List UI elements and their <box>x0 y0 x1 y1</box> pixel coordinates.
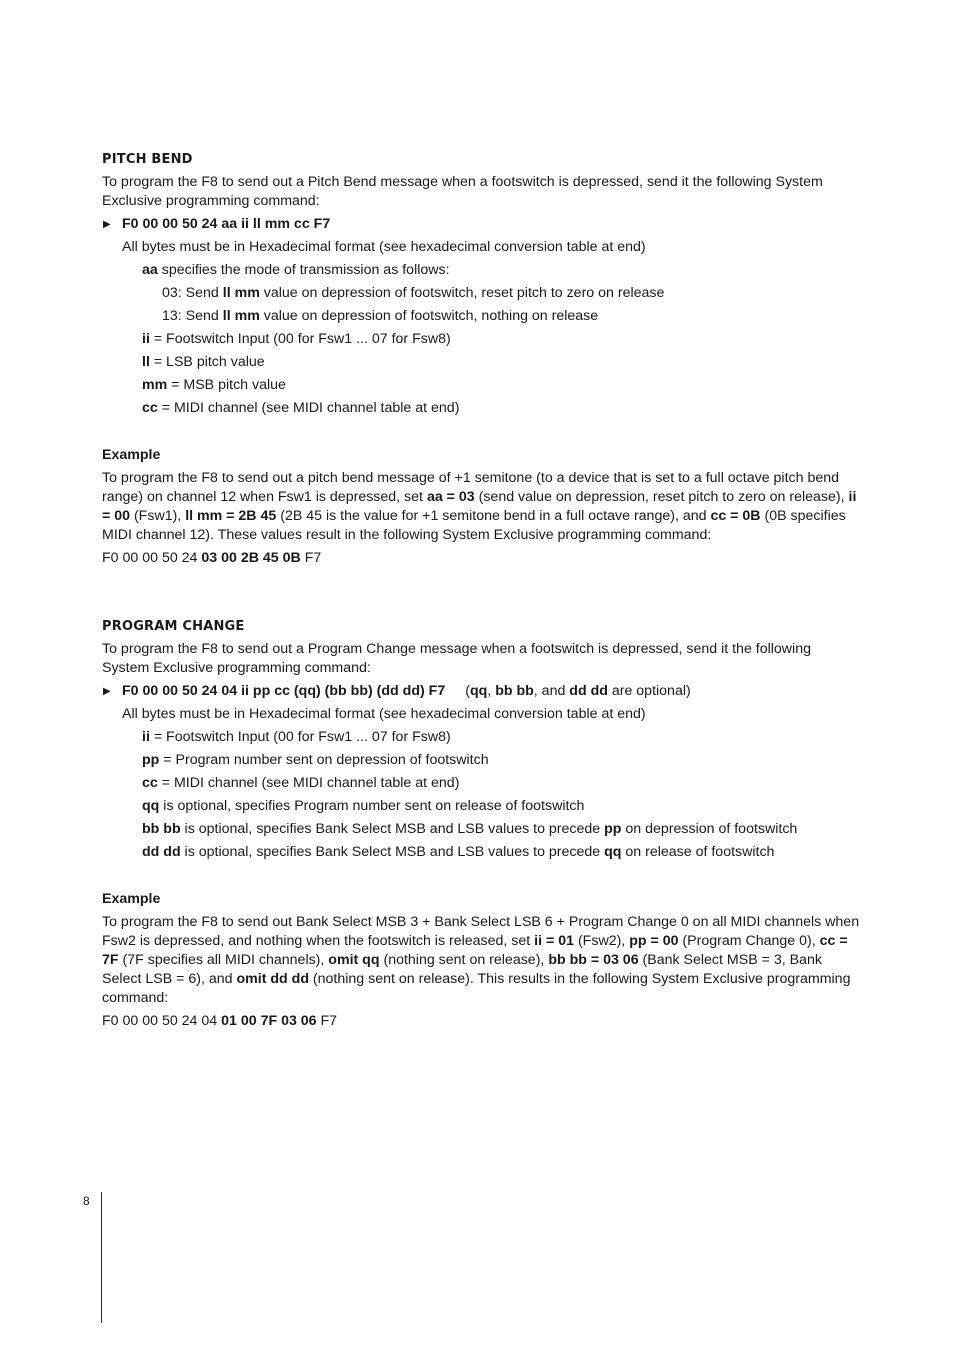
pitch-bend-intro: To program the F8 to send out a Pitch Bend message when a footswitch is depressed, send it the following System Exclusive programming command: <box>102 174 823 209</box>
program-change-command-text: F0 00 00 50 24 04 ii pp cc (qq) (bb bb) (dd dd) F7 <box>122 683 446 699</box>
program-change-example-heading: Example <box>102 891 161 907</box>
pitch-bend-aa-line: aa specifies the mode of transmission as follows: <box>142 262 450 278</box>
pitch-bend-result: F0 00 00 50 24 03 00 2B 45 0B F7 <box>102 550 322 566</box>
margin-rule <box>101 1192 102 1323</box>
pitch-bend-mode-13: 13: Send ll mm value on depression of footswitch, nothing on release <box>162 308 599 324</box>
program-change-bb-line: bb bb is optional, specifies Bank Select MSB and LSB values to precede pp on depression of footswitch <box>142 821 798 837</box>
program-change-all-bytes: All bytes must be in Hexadecimal format (see hexadecimal conversion table at end) <box>122 706 646 722</box>
program-change-example-text: To program the F8 to send out Bank Select MSB 3 + Bank Select LSB 6 + Program Change 0 on all MIDI channels when Fsw2 is depressed, and nothing when the footswitch is released, set ii = 01 (Fsw2), pp = 00 (Program Change 0), cc = 7F (7F specifies all MIDI channels), omit qq (nothing sent on release), bb bb = 03 06 (Bank Select MSB = 3, Bank Select LSB = 6), and omit dd dd (nothing sent on release). This results in the following System Exclusive programming command: <box>102 914 860 1006</box>
program-change-pp-line: pp = Program number sent on depression of footswitch <box>142 752 489 768</box>
program-change-cc-line: cc = MIDI channel (see MIDI channel table at end) <box>142 775 460 791</box>
pitch-bend-all-bytes: All bytes must be in Hexadecimal format (see hexadecimal conversion table at end) <box>122 239 646 255</box>
program-change-intro: To program the F8 to send out a Program Change message when a footswitch is depressed, send it the following System Exclusive programming command: <box>102 641 811 676</box>
program-change-result: F0 00 00 50 24 04 01 00 7F 03 06 F7 <box>102 1013 338 1029</box>
program-change-heading: PROGRAM CHANGE <box>102 619 245 634</box>
pitch-bend-mode-03: 03: Send ll mm value on depression of footswitch, reset pitch to zero on release <box>162 285 665 301</box>
pitch-bend-command <box>102 215 862 234</box>
page-number: 8 <box>83 1194 90 1208</box>
program-change-qq-line: qq is optional, specifies Program number sent on release of footswitch <box>142 798 585 814</box>
pitch-bend-mm-line: mm = MSB pitch value <box>142 377 286 393</box>
pitch-bend-cc-line: cc = MIDI channel (see MIDI channel table at end) <box>142 400 460 416</box>
triangle-right-icon: ▶ <box>103 219 111 230</box>
pitch-bend-ll-line: ll = LSB pitch value <box>142 354 265 370</box>
pitch-bend-heading: PITCH BEND <box>102 152 193 167</box>
program-change-ii-line: ii = Footswitch Input (00 for Fsw1 ... 07 for Fsw8) <box>142 729 451 745</box>
triangle-right-icon: ▶ <box>103 686 111 697</box>
pitch-bend-ii-line: ii = Footswitch Input (00 for Fsw1 ... 07 for Fsw8) <box>142 331 451 347</box>
pitch-bend-command-text: F0 00 00 50 24 aa ii ll mm cc F7 <box>122 216 331 232</box>
pitch-bend-example-text: To program the F8 to send out a pitch bend message of +1 semitone (to a device that is set to a full octave pitch bend range) on channel 12 when Fsw1 is depressed, set aa = 03 (send value on depression, reset pitch to zero on release), ii = 00 (Fsw1), ll mm = 2B 45 (2B 45 is the value for +1 semitone bend in a full octave range), and cc = 0B (0B specifies MIDI channel 12). These values result in the following System Exclusive programming command: <box>102 470 857 543</box>
program-change-optional-note: (qq, bb bb, and dd dd are optional) <box>465 683 691 699</box>
pitch-bend-example-heading: Example <box>102 447 161 463</box>
program-change-command <box>102 682 862 701</box>
document-body <box>102 150 862 1031</box>
program-change-dd-line: dd dd is optional, specifies Bank Select MSB and LSB values to precede qq on release of footswitch <box>142 844 775 860</box>
